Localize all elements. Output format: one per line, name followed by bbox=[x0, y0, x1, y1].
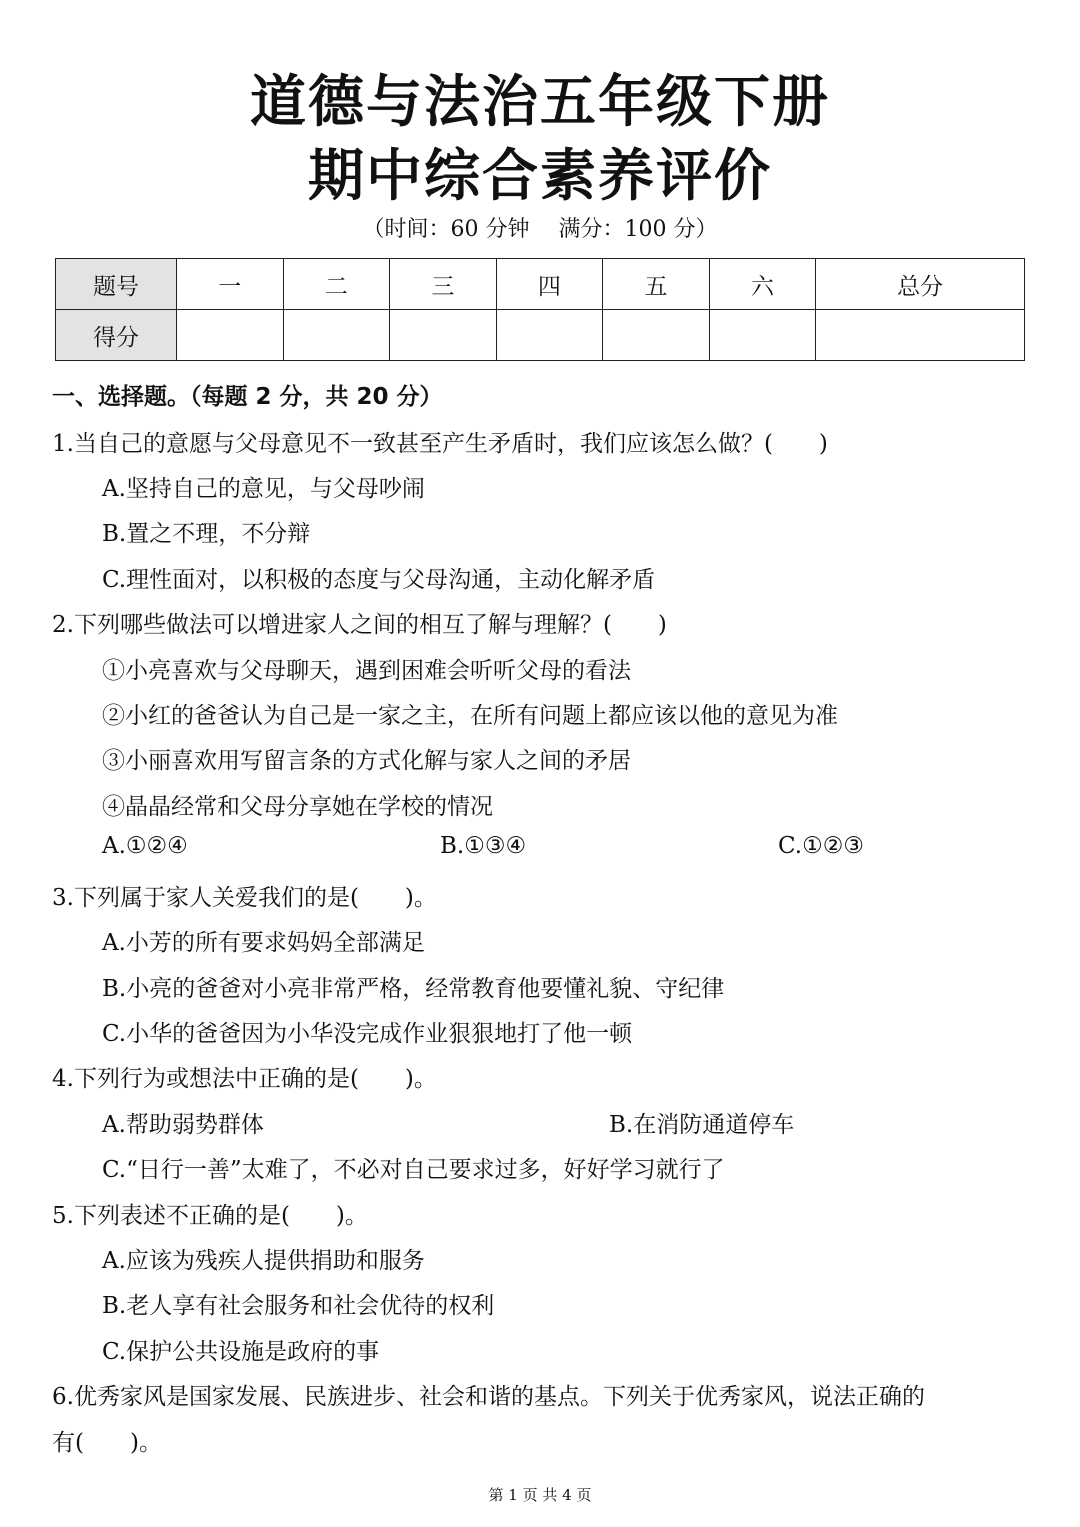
score-input-cell[interactable] bbox=[603, 310, 710, 361]
score-table-score-row bbox=[56, 310, 1025, 361]
question-2-option-c: C.①②③ bbox=[778, 833, 864, 859]
document-title: 道德与法治五年级下册 bbox=[250, 70, 830, 135]
page-footer: 第 1 页 共 4 页 bbox=[488, 1486, 592, 1504]
score-table-cell: 总分 bbox=[816, 259, 1025, 310]
section-heading: 一、选择题。（每题 2 分，共 20 分） bbox=[52, 384, 443, 410]
score-table-header-row bbox=[56, 259, 1025, 310]
question-5-option-a: A.应该为残疾人提供捐助和服务 bbox=[102, 1248, 425, 1274]
score-table-cell: 二 bbox=[283, 259, 390, 310]
score-table-cell: 五 bbox=[603, 259, 710, 310]
question-4-option-c: C.“日行一善”太难了，不必对自己要求过多，好好学习就行了 bbox=[102, 1157, 725, 1183]
question-4-option-a: A.帮助弱势群体 bbox=[102, 1112, 264, 1138]
score-table-cell: 题号 bbox=[56, 259, 177, 310]
question-4-option-b: B.在消防通道停车 bbox=[609, 1112, 795, 1138]
score-input-cell[interactable] bbox=[816, 310, 1025, 361]
question-6-stem-continued: 有( )。 bbox=[52, 1430, 162, 1456]
question-1-option-a: A.坚持自己的意见，与父母吵闹 bbox=[102, 476, 425, 502]
question-2-statement-3: ③小丽喜欢用写留言条的方式化解与家人之间的矛居 bbox=[102, 748, 631, 774]
question-1-option-c: C.理性面对，以积极的态度与父母沟通，主动化解矛盾 bbox=[102, 567, 656, 593]
question-2-stem: 2.下列哪些做法可以增进家人之间的相互了解与理解？( ) bbox=[52, 612, 667, 638]
score-table bbox=[55, 258, 1025, 361]
question-2-option-a: A.①②④ bbox=[102, 833, 188, 859]
question-1-option-b: B.置之不理，不分辩 bbox=[102, 521, 311, 547]
question-2-statement-4: ④晶晶经常和父母分享她在学校的情况 bbox=[102, 794, 493, 820]
question-6-stem: 6.优秀家风是国家发展、民族进步、社会和谐的基点。下列关于优秀家风，说法正确的 bbox=[52, 1384, 925, 1410]
question-5-stem: 5.下列表述不正确的是( )。 bbox=[52, 1203, 368, 1229]
score-input-cell[interactable] bbox=[283, 310, 390, 361]
score-table-cell: 一 bbox=[177, 259, 284, 310]
score-input-cell[interactable] bbox=[496, 310, 603, 361]
score-table-cell: 三 bbox=[390, 259, 497, 310]
score-input-cell[interactable] bbox=[390, 310, 497, 361]
question-3-option-b: B.小亮的爸爸对小亮非常严格，经常教育他要懂礼貌、守纪律 bbox=[102, 976, 725, 1002]
question-1-stem: 1.当自己的意愿与父母意见不一致甚至产生矛盾时，我们应该怎么做？( ) bbox=[52, 431, 828, 457]
question-3-stem: 3.下列属于家人关爱我们的是( )。 bbox=[52, 885, 437, 911]
question-5-option-b: B.老人享有社会服务和社会优待的权利 bbox=[102, 1293, 495, 1319]
question-2-option-b: B.①③④ bbox=[440, 833, 527, 859]
score-table-cell: 六 bbox=[709, 259, 816, 310]
score-input-cell[interactable] bbox=[709, 310, 816, 361]
question-2-statement-1: ①小亮喜欢与父母聊天，遇到困难会听听父母的看法 bbox=[102, 658, 631, 684]
question-5-option-c: C.保护公共设施是政府的事 bbox=[102, 1339, 380, 1365]
question-4-stem: 4.下列行为或想法中正确的是( )。 bbox=[52, 1066, 437, 1092]
score-input-cell[interactable] bbox=[177, 310, 284, 361]
score-row-label: 得分 bbox=[56, 310, 177, 361]
exam-info: （时间：60 分钟 满分：100 分） bbox=[362, 217, 718, 242]
question-3-option-c: C.小华的爸爸因为小华没完成作业狠狠地打了他一顿 bbox=[102, 1021, 633, 1047]
question-3-option-a: A.小芳的所有要求妈妈全部满足 bbox=[102, 930, 425, 956]
score-table-cell: 四 bbox=[496, 259, 603, 310]
question-2-statement-2: ②小红的爸爸认为自己是一家之主，在所有问题上都应该以他的意见为准 bbox=[102, 703, 838, 729]
document-subtitle: 期中综合素养评价 bbox=[308, 144, 772, 209]
